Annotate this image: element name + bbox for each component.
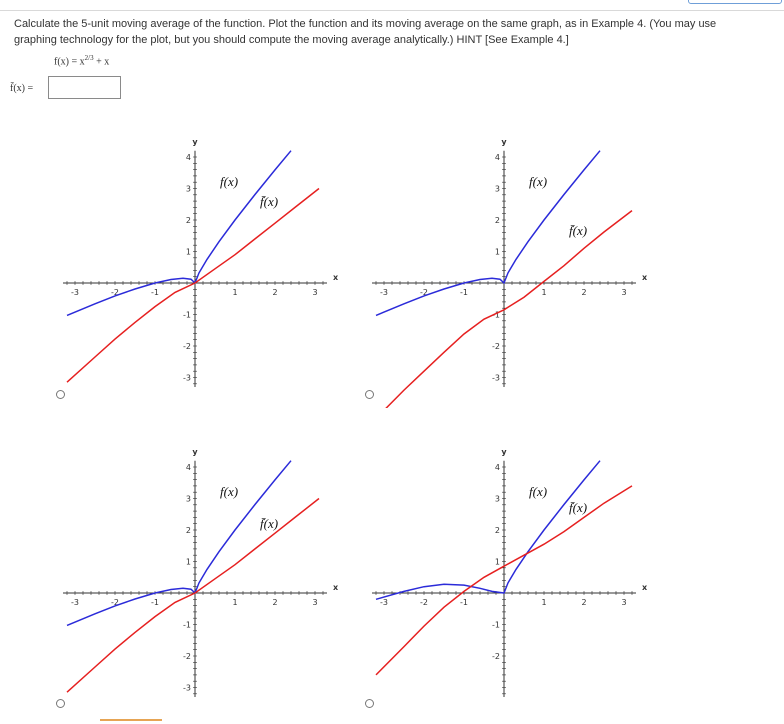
y-tick-label: 4 bbox=[185, 153, 191, 162]
radio-option-d[interactable] bbox=[365, 699, 374, 708]
function-exponent: 2/3 bbox=[84, 54, 94, 62]
answer-label: f̄(x) = bbox=[10, 83, 34, 94]
radio-option-a[interactable] bbox=[56, 390, 65, 399]
f-curve-label: f(x) bbox=[220, 484, 239, 499]
y-tick-label: -1 bbox=[492, 310, 500, 320]
x-axis-label: x bbox=[642, 273, 648, 282]
f-curve-label: f(x) bbox=[220, 174, 239, 189]
y-tick-label: 2 bbox=[185, 216, 191, 225]
fbar-curve bbox=[67, 499, 319, 693]
fbar-curve-label: f̄(x) bbox=[260, 194, 279, 209]
x-tick-label: -3 bbox=[71, 288, 79, 297]
x-tick-label: 3 bbox=[312, 288, 318, 297]
x-tick-label: 2 bbox=[581, 288, 587, 297]
y-tick-label: 1 bbox=[494, 247, 500, 257]
radio-option-b[interactable] bbox=[365, 390, 374, 399]
x-tick-label: -1 bbox=[460, 288, 468, 297]
y-tick-label: -2 bbox=[492, 652, 500, 661]
x-tick-label: -2 bbox=[420, 288, 428, 297]
y-axis-label: y bbox=[501, 447, 507, 457]
y-tick-label: 3 bbox=[494, 184, 500, 194]
y-tick-label: 3 bbox=[185, 184, 191, 194]
x-tick-label: 1 bbox=[232, 598, 238, 607]
f-curve bbox=[376, 151, 600, 316]
fbar-curve-label: f̄(x) bbox=[569, 223, 588, 238]
y-tick-label: -2 bbox=[183, 342, 191, 351]
y-tick-label: 1 bbox=[494, 557, 500, 567]
x-tick-label: 3 bbox=[621, 288, 627, 297]
x-axis-label: x bbox=[333, 273, 339, 282]
y-tick-label: -3 bbox=[492, 373, 500, 383]
graph-option-b bbox=[369, 118, 654, 408]
y-axis-label: y bbox=[501, 137, 507, 147]
x-tick-label: -2 bbox=[111, 598, 119, 607]
fbar-curve bbox=[67, 189, 319, 383]
x-tick-label: 2 bbox=[581, 598, 587, 607]
x-tick-label: -3 bbox=[380, 288, 388, 297]
function-expression bbox=[54, 54, 109, 67]
f-curve-label: f(x) bbox=[529, 484, 548, 499]
y-tick-label: -3 bbox=[183, 683, 191, 693]
y-tick-label: 2 bbox=[494, 526, 500, 535]
question-text: Calculate the 5-unit moving average of the function. Plot the function and its moving average on the same graph, as in Example 4. (You may use graphing technology for the plot, but you should compute the moving average analytically.) HINT [See Example 4.] bbox=[14, 18, 717, 46]
x-tick-label: 3 bbox=[312, 598, 318, 607]
x-tick-label: -1 bbox=[460, 598, 468, 607]
function-prefix: f(x) = x bbox=[54, 56, 85, 68]
function-suffix: + x bbox=[93, 56, 110, 68]
x-tick-label: -1 bbox=[151, 598, 159, 607]
y-tick-label: -1 bbox=[492, 620, 500, 630]
x-tick-label: -3 bbox=[380, 598, 388, 607]
graph-option-a bbox=[60, 118, 345, 408]
y-tick-label: -3 bbox=[183, 373, 191, 383]
y-tick-label: 3 bbox=[185, 494, 191, 504]
x-tick-label: 1 bbox=[232, 288, 238, 297]
y-tick-label: -1 bbox=[183, 310, 191, 320]
x-tick-label: 2 bbox=[272, 598, 278, 607]
y-tick-label: 4 bbox=[185, 463, 191, 472]
y-tick-label: 4 bbox=[494, 153, 500, 162]
y-tick-label: 1 bbox=[185, 557, 191, 567]
x-tick-label: 2 bbox=[272, 288, 278, 297]
y-tick-label: 2 bbox=[494, 216, 500, 225]
x-tick-label: -2 bbox=[111, 288, 119, 297]
y-tick-label: -1 bbox=[183, 620, 191, 630]
x-tick-label: -2 bbox=[420, 598, 428, 607]
x-tick-label: 1 bbox=[541, 598, 547, 607]
y-axis-label: y bbox=[192, 137, 198, 147]
y-tick-label: 1 bbox=[185, 247, 191, 257]
x-axis-label: x bbox=[333, 583, 339, 592]
answer-input[interactable] bbox=[48, 76, 121, 99]
x-axis-label: x bbox=[642, 583, 648, 592]
f-curve-label: f(x) bbox=[529, 174, 548, 189]
graph-option-c bbox=[60, 428, 345, 718]
x-tick-label: -3 bbox=[71, 598, 79, 607]
top-divider bbox=[0, 10, 784, 11]
y-tick-label: -2 bbox=[183, 652, 191, 661]
y-tick-label: 2 bbox=[185, 526, 191, 535]
y-tick-label: 4 bbox=[494, 463, 500, 472]
fbar-curve-label: f̄(x) bbox=[569, 500, 588, 515]
y-axis-label: y bbox=[192, 447, 198, 457]
y-tick-label: 3 bbox=[494, 494, 500, 504]
x-tick-label: -1 bbox=[151, 288, 159, 297]
y-tick-label: -2 bbox=[492, 342, 500, 351]
graph-option-d bbox=[369, 428, 654, 718]
top-button[interactable] bbox=[688, 0, 782, 4]
x-tick-label: 3 bbox=[621, 598, 627, 607]
focus-indicator bbox=[100, 719, 162, 721]
radio-option-c[interactable] bbox=[56, 699, 65, 708]
fbar-curve-label: f̄(x) bbox=[260, 516, 279, 531]
x-tick-label: 1 bbox=[541, 288, 547, 297]
